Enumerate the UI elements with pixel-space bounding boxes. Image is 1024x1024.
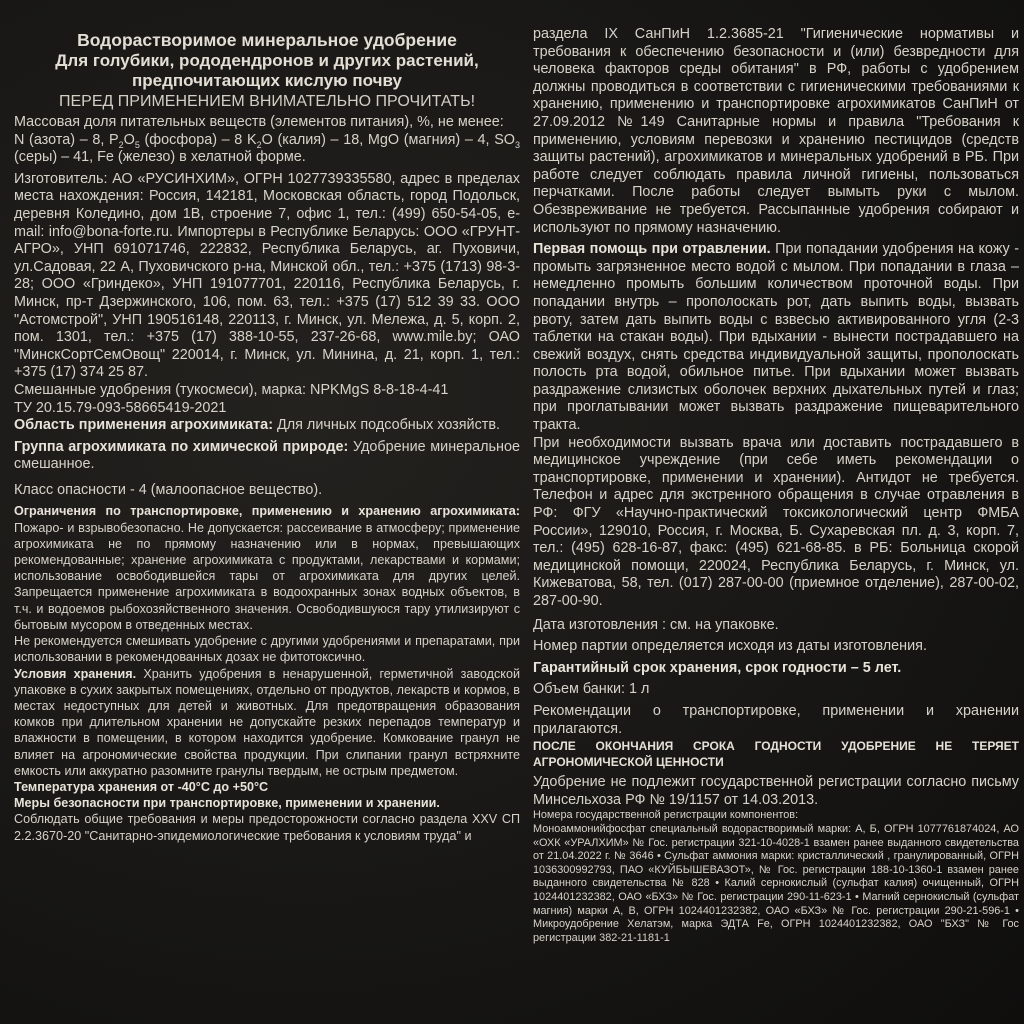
safety-text: Соблюдать общие требования и меры предосторожности согласно раздела XXV СП 2.2.3670-20 "Санитарно-эпидемиологические требования к условиям труда" и [14,812,520,843]
chemical-group [14,439,520,474]
subscript: 2 [118,139,124,150]
registration-note: Удобрение не подлежит государственной регистрации согласно письму Минсельхоза РФ № 19/1157 от 14.03.2013. [533,774,1019,808]
subscript: 2 [256,139,262,150]
storage-conditions [14,666,520,779]
subscript: 3 [514,139,520,150]
restrictions-label: Ограничения по транспортировке, применению и хранению агрохимиката: [14,504,520,519]
hazard-class: Класс опасности - 4 (малоопасное вещество). [14,481,323,498]
product-subtitle-2: предпочитающих кислую почву [132,71,402,90]
product-subtitle: Для голубики, рододендронов и других растений, [55,51,479,70]
recommendations-note: Рекомендации о транспортировке, применении и хранении прилагаются. [533,702,1019,737]
components-list: Моноаммонийфосфат специальный водорастворимый марки: А, Б, ОГРН 1077761874024, АО «ОХК «УРАЛХИМ» № Гос. регистрации 321-10-4028-1 взамен ранее выданного свидетельства от 21.04.2022 г. № 3646 • Сульфат аммония марки: кристаллический , гранулированный, ОГРН 1036300992793, ПАО «КУЙБЫШЕВАЗОТ», № Гос. регистрации 188-10-1360-1 взамен ранее выданного свидетельства № 828 • Калий сернокислый (сульфат калия) очищенный, ОГРН 1024401232382, ОАО «БХЗ» № Гос. регистрации 290-11-623-1 • Магний сернокислый (сульфат магния) марки А, В, ОГРН 1024401232382, ОАО «БХЗ» № Гос. регистрации 290-21-596-1 • Микроудобрение Хелатэм, марка ЭДТА Fe, ОГРН 1024401232382, ОАО "БХЗ" № Гос регистрации 382-21-1181-1 [533,822,1019,944]
tu-number: ТУ 20.15.79-093-58665419-2021 [14,399,227,416]
storage-label: Условия хранения. [14,666,137,681]
subscript: 5 [134,139,140,150]
after-expiry-note: ПОСЛЕ ОКОНЧАНИЯ СРОКА ГОДНОСТИ УДОБРЕНИЕ НЕ ТЕРЯЕТ АГРОНОМИЧЕСКОЙ ЦЕННОСТИ [533,739,1019,770]
storage-text: Хранить удобрения в ненарушенной, герметичной заводской упаковке в сухих закрытых помещениях, отдельно от продуктов, лекарств и кормов, в местах недоступных для детей и животных. Для предотвращения образования комков при длительном хранении не допускайте резких перепадов температур и влажности в помещении, в котором находится удобрение. Комкование гранул не влияет на агрономические свойства продукции. При слипании гранул встряхните емкость или аккуратно разомните гранулы твердым, не острым предметом. [14,666,520,778]
nutrients-part: (серы) – 41, Fe (железо) в хелатной форме. [14,149,306,166]
nutrients-list [14,132,520,167]
mixing-note: Не рекомендуется смешивать удобрение с другими удобрениями и препаратами, при использовании в рекомендованных дозах не фитотоксично. [14,634,520,665]
read-warning: ПЕРЕД ПРИМЕНЕНИЕМ ВНИМАТЕЛЬНО ПРОЧИТАТЬ! [58,93,476,110]
left-column [14,0,520,844]
manufacturer-info: Изготовитель: АО «РУСИНХИМ», ОГРН 1027739335580, адрес в пределах места нахождения: Россия, 142181, Московская область, город Подольск, деревня Коледино, дом 1В, строение 7, офис 1, тел.: (499) 650-54-05, e-mail: info@bona-forte.ru. Импортеры в Республике Беларусь: ООО «ГРУНТ-АГРО», УНП 691071746, 222832, Республика Беларусь, аг. Пуховичи, ул.Садовая, 22 А, Пуховичского р-на, Минской обл., тел.: +375 (1713) 98-3-28; ООО «Гриндеко», УНП 191077701, 220116, Республика Беларусь, г. Минск, пр-т Дзержинского, 106, пом. 63, тел.: +375 (17) 512 39 33. ООО "Астомстрой", УНП 190516148, 220113, г. Минск, ул. Мележа, д. 5, корп. 2, пом. 1301, тел.: +375 (17) 388-10-55, 237-26-68, www.mile.by; ОАО "МинскСортСемОвощ" 220014, г. Минск, ул. Минина, д. 21, корп. 1, тел.: +375 (17) 374 25 87. [14,170,520,381]
nutrients-part: O (калия) – 18, MgO (магния) – 4, SO [261,131,515,148]
nutrients-part: N (азота) – 8, P [14,131,119,148]
restrictions [14,503,520,633]
first-aid-label: Первая помощь при отравлении. [533,241,771,258]
safety-continued: раздела IX СанПиН 1.2.3685-21 "Гигиенические нормативы и требования к обеспечению безопасности и (или) безвредности для человека факторов среды обитания" в РФ, работы с удобрением должны проводиться в соответствии с гигиеническими требованиями к хранению, применению и транспортировке агрохимикатов СанПиН от 27.09.2012 №149 Санитарные нормы и правила "Требования к применению, условиям перевозки и хранению пестицидов (средств защиты растений), агрохимикатов и минеральных удобрений в РБ. При работе следует соблюдать правила личной гигиены, пользоваться перчатками. После работы следует вымыть руки с мылом. Обезвреживание не требуется. Рассыпанные удобрения собирают и используют по прямому назначению. [533,26,1019,236]
mix-grade: Смешанные удобрения (тукосмеси), марка: NPKMgS 8-8-18-4-41 [14,381,449,398]
application-area [14,417,520,435]
restrictions-text: Пожаро- и взрывобезопасно. Не допускается: рассеивание в атмосферу; применение агрохимиката не по прямому назначению или в нормах, превышающих рекомендованные; хранение агрохимиката с продуктами, лекарствами и кормами; использование освободившейся тары от агрохимиката для других целей. Запрещается применение агрохимиката в водоохранных зонах водных объектов, в т.ч. и водоемов рыбохозяйственного значения. Освободившуюся тару утилизируют с бытовым мусором в отведенных местах. [14,520,520,632]
components-title: Номера государственной регистрации компонентов: [533,809,799,822]
nutrients-part: O [123,131,135,148]
chemical-group-text: Удобрение минеральное смешанное. [14,438,520,473]
chemical-group-label: Группа агрохимиката по химической природе: [14,438,349,455]
first-aid [533,241,1019,435]
safety-label: Меры безопасности при транспортировке, применении и хранении. [14,796,440,811]
product-title: Водорастворимое минеральное удобрение [77,30,457,50]
batch-number: Номер партии определяется исходя из даты изготовления. [533,638,927,655]
application-area-text: Для личных подсобных хозяйств. [272,417,501,434]
application-area-label: Область применения агрохимиката: [14,417,273,434]
right-column [533,0,1019,945]
nutrients-intro: Массовая доля питательных веществ (элементов питания), %, не менее: [14,114,504,130]
manufacture-date: Дата изготовления : см. на упаковке. [533,616,779,633]
can-volume: Объем банки: 1 л [533,681,650,698]
shelf-life: Гарантийный срок хранения, срок годности – 5 лет. [533,659,902,676]
storage-temperature: Температура хранения от -40°С до +50°С [14,779,269,794]
first-aid-text: При попадании удобрения на кожу - промыть загрязненное место водой с мылом. При попадании в глаза – немедленно промыть большим количеством проточной воды. При попадании внутрь – прополоскать рот, дать выпить воды, вызвать рвоту, затем дать выпить воды с взвесью активированного угля (2-3 таблетки на стакан воды). При вдыхании - вынести пострадавшего на свежий воздух, снять средства индивидуальной защиты, прополоскать полость рта водой, обильное питье. При вдыхании может вызвать раздражение слизистых оболочек верхних дыхательных путей и глаз; при проглатывании может вызвать раздражение пищеварительного тракта. [533,241,1019,434]
nutrients-part: (фосфора) – 8 K [139,131,257,148]
doctor-contacts: При необходимости вызвать врача или доставить пострадавшего в медицинское учреждение (при себе иметь рекомендации о транспортировке, применении и хранении). Антидот не требуется. Телефон и адрес для экстренного обращения в случае отравления в РФ: ФГУ «Научно-практический токсикологический центр ФМБА России», 129010, Россия, г. Москва, Б. Сухаревская пл. д. 3, корп. 7, тел.: (495) 628-16-87, факс: (495) 621-68-85. в РБ: Больница скорой медицинской помощи, 220024, Республика Беларусь, г. Минск, ул. Кижеватова, 58, тел. (017) 287-00-00 (приемное отделение), 287-00-02, 287-00-90. [533,434,1019,609]
